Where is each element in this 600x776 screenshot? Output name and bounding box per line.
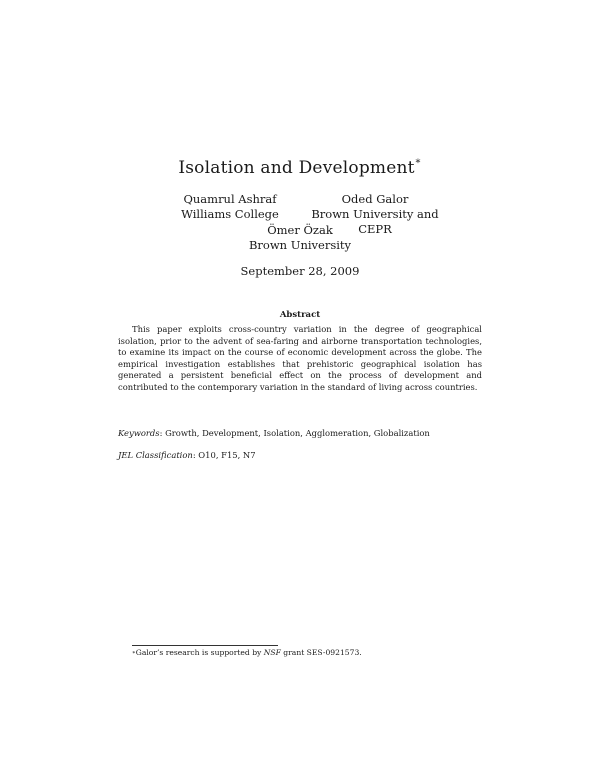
- footnote-pre: Galor’s research is supported by: [135, 648, 264, 657]
- paper-date: September 28, 2009: [240, 264, 360, 278]
- jel-label: JEL Classification: [118, 450, 193, 460]
- keywords-label: Keywords: [118, 428, 160, 438]
- abstract-heading: Abstract: [279, 310, 321, 320]
- author-block-1: [165, 192, 295, 222]
- author-name: Ömer Özak: [267, 223, 333, 237]
- paper-title: Isolation and Development∗: [178, 156, 422, 178]
- author-affiliation: Williams College: [181, 207, 279, 221]
- abstract-text: This paper exploits cross-country variation in the degree of geographical isolation, prior to the advent of sea-faring and airborne transportation technologies, to examine its impact on the course of economic development across the globe. The empirical investigation establishes that prehistoric geographical isolation has generated a persistent beneficial effect on the process of development and contributed to the contemporary variation in the standard of living across countries.: [118, 324, 482, 392]
- footnote-rule: [132, 645, 278, 646]
- keywords-text: Growth, Development, Isolation, Agglomeration, Globalization: [165, 428, 430, 438]
- author-name: Quamrul Ashraf: [183, 192, 277, 206]
- keywords-line: Keywords: Growth, Development, Isolation, Agglomeration, Globalization: [118, 428, 430, 438]
- footnote-agency: NSF: [263, 648, 281, 657]
- footnote-mark: ∗: [132, 650, 136, 656]
- footnote-post: grant SES-0921573.: [280, 648, 362, 657]
- author-block-3: [230, 223, 370, 253]
- author-name: Oded Galor: [341, 192, 409, 206]
- author-affiliation: Brown University: [248, 238, 352, 252]
- jel-text: O10, F15, N7: [198, 450, 256, 460]
- footnote: [132, 648, 512, 658]
- title-footnote-mark: ∗: [414, 156, 422, 167]
- jel-line: JEL Classification: O10, F15, N7: [118, 450, 256, 460]
- author-affiliation: Brown University and CEPR: [311, 207, 439, 236]
